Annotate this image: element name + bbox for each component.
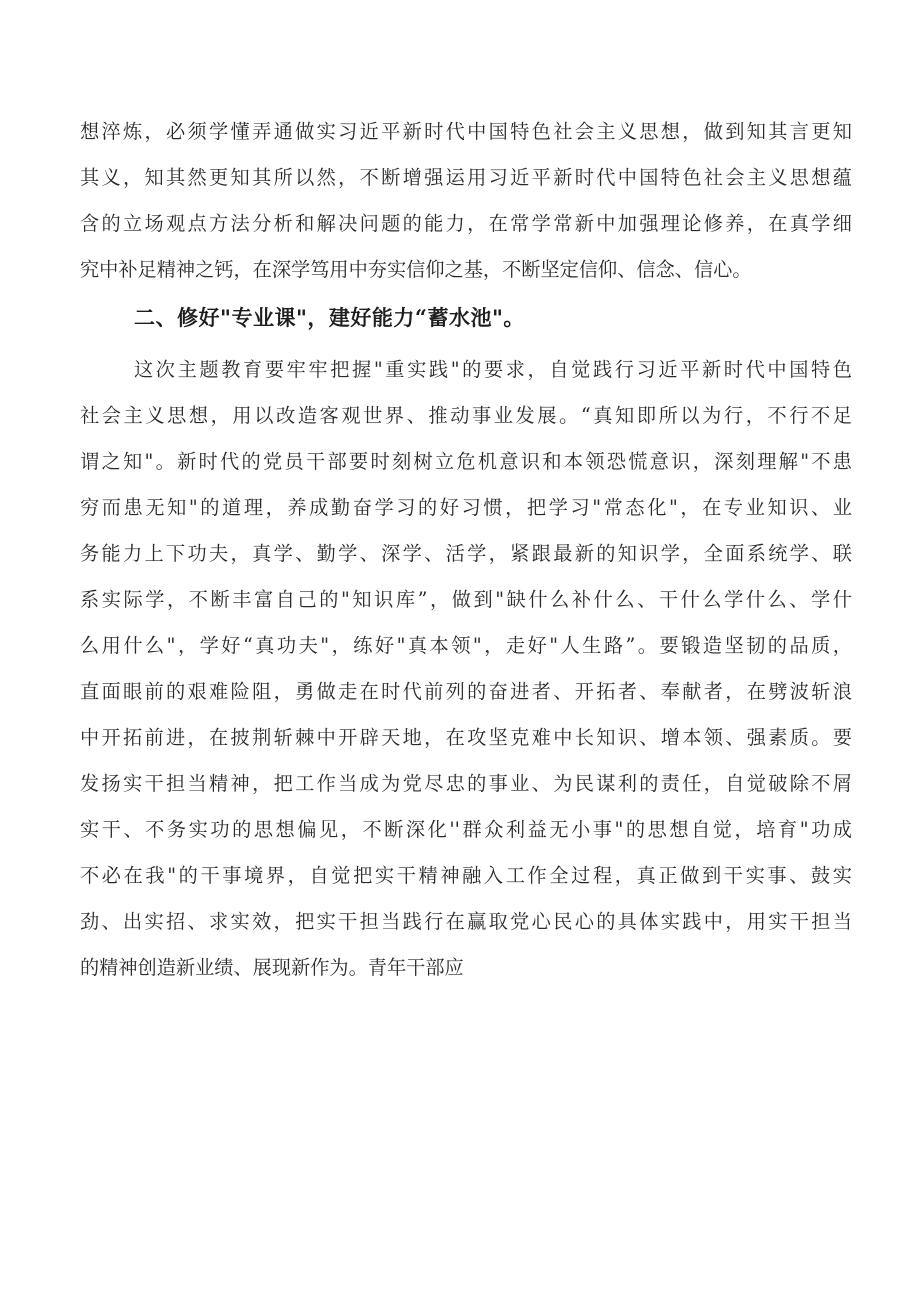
paragraph-2-line-7: 么用什么"，学好“真功夫"，练好"真本领"，走好"人生路”。要锻造坚韧的品质， bbox=[80, 634, 852, 657]
paragraph-1-line-4: 究中补足精神之钙，在深学笃用中夯实信仰之基，不断坚定信仰、信念、信心。 bbox=[80, 258, 752, 281]
paragraph-2-line-8: 直面眼前的艰难险阻，勇做走在时代前列的奋进者、开拓者、奉献者，在劈波斩浪 bbox=[80, 680, 852, 703]
paragraph-2-line-9: 中开拓前进，在披荆斩棘中开辟天地，在攻坚克难中长知识、增本领、强素质。要 bbox=[80, 726, 852, 749]
paragraph-2-line-11: 实干、不务实功的思想偏见，不断深化''群众利益无小事"的思想自觉，培育"功成 bbox=[80, 818, 852, 841]
paragraph-2-line-12: 不必在我"的干事境界，自觉把实干精神融入工作全过程，真正做到干实事、鼓实 bbox=[80, 864, 852, 887]
paragraph-1-line-1: 想淬炼，必须学懂弄通做实习近平新时代中国特色社会主义思想，做到知其言更知 bbox=[80, 120, 852, 143]
paragraph-2-line-13: 劲、出实招、求实效，把实干担当践行在赢取党心民心的具体实践中，用实干担当 bbox=[80, 910, 852, 933]
paragraph-2-line-6: 系实际学，不断丰富自己的"知识库”，做到"缺什么补什么、干什么学什么、学什 bbox=[80, 588, 852, 611]
section-heading: 二、修好"专业课"，建好能力“蓄水池"。 bbox=[134, 305, 525, 330]
paragraph-2-line-14: 的精神创造新业绩、展现新作为。青年干部应 bbox=[80, 956, 464, 979]
paragraph-2-line-10: 发扬实干担当精神，把工作当成为党尽忠的事业、为民谋利的责任，自觉破除不屑 bbox=[80, 772, 852, 795]
paragraph-1-line-3: 含的立场观点方法分析和解决问题的能力，在常学常新中加强理论修养，在真学细 bbox=[80, 212, 852, 235]
paragraph-2-line-2: 社会主义思想，用以改造客观世界、推动事业发展。“真知即所以为行，不行不足 bbox=[80, 404, 852, 427]
paragraph-2-line-4: 穷而患无知"的道理，养成勤奋学习的好习惯，把学习"常态化"，在专业知识、业 bbox=[80, 496, 852, 519]
paragraph-2-line-5: 务能力上下功夫，真学、勤学、深学、活学，紧跟最新的知识学，全面系统学、联 bbox=[80, 542, 852, 565]
paragraph-2-line-1: 这次主题教育要牢牢把握"重实践"的要求，自觉践行习近平新时代中国特色 bbox=[134, 358, 852, 381]
paragraph-1-line-2: 其义，知其然更知其所以然，不断增强运用习近平新时代中国特色社会主义思想蕴 bbox=[80, 166, 852, 189]
paragraph-2-line-3: 谓之知"。新时代的党员干部要时刻树立危机意识和本领恐慌意识，深刻理解"不患 bbox=[80, 450, 852, 473]
